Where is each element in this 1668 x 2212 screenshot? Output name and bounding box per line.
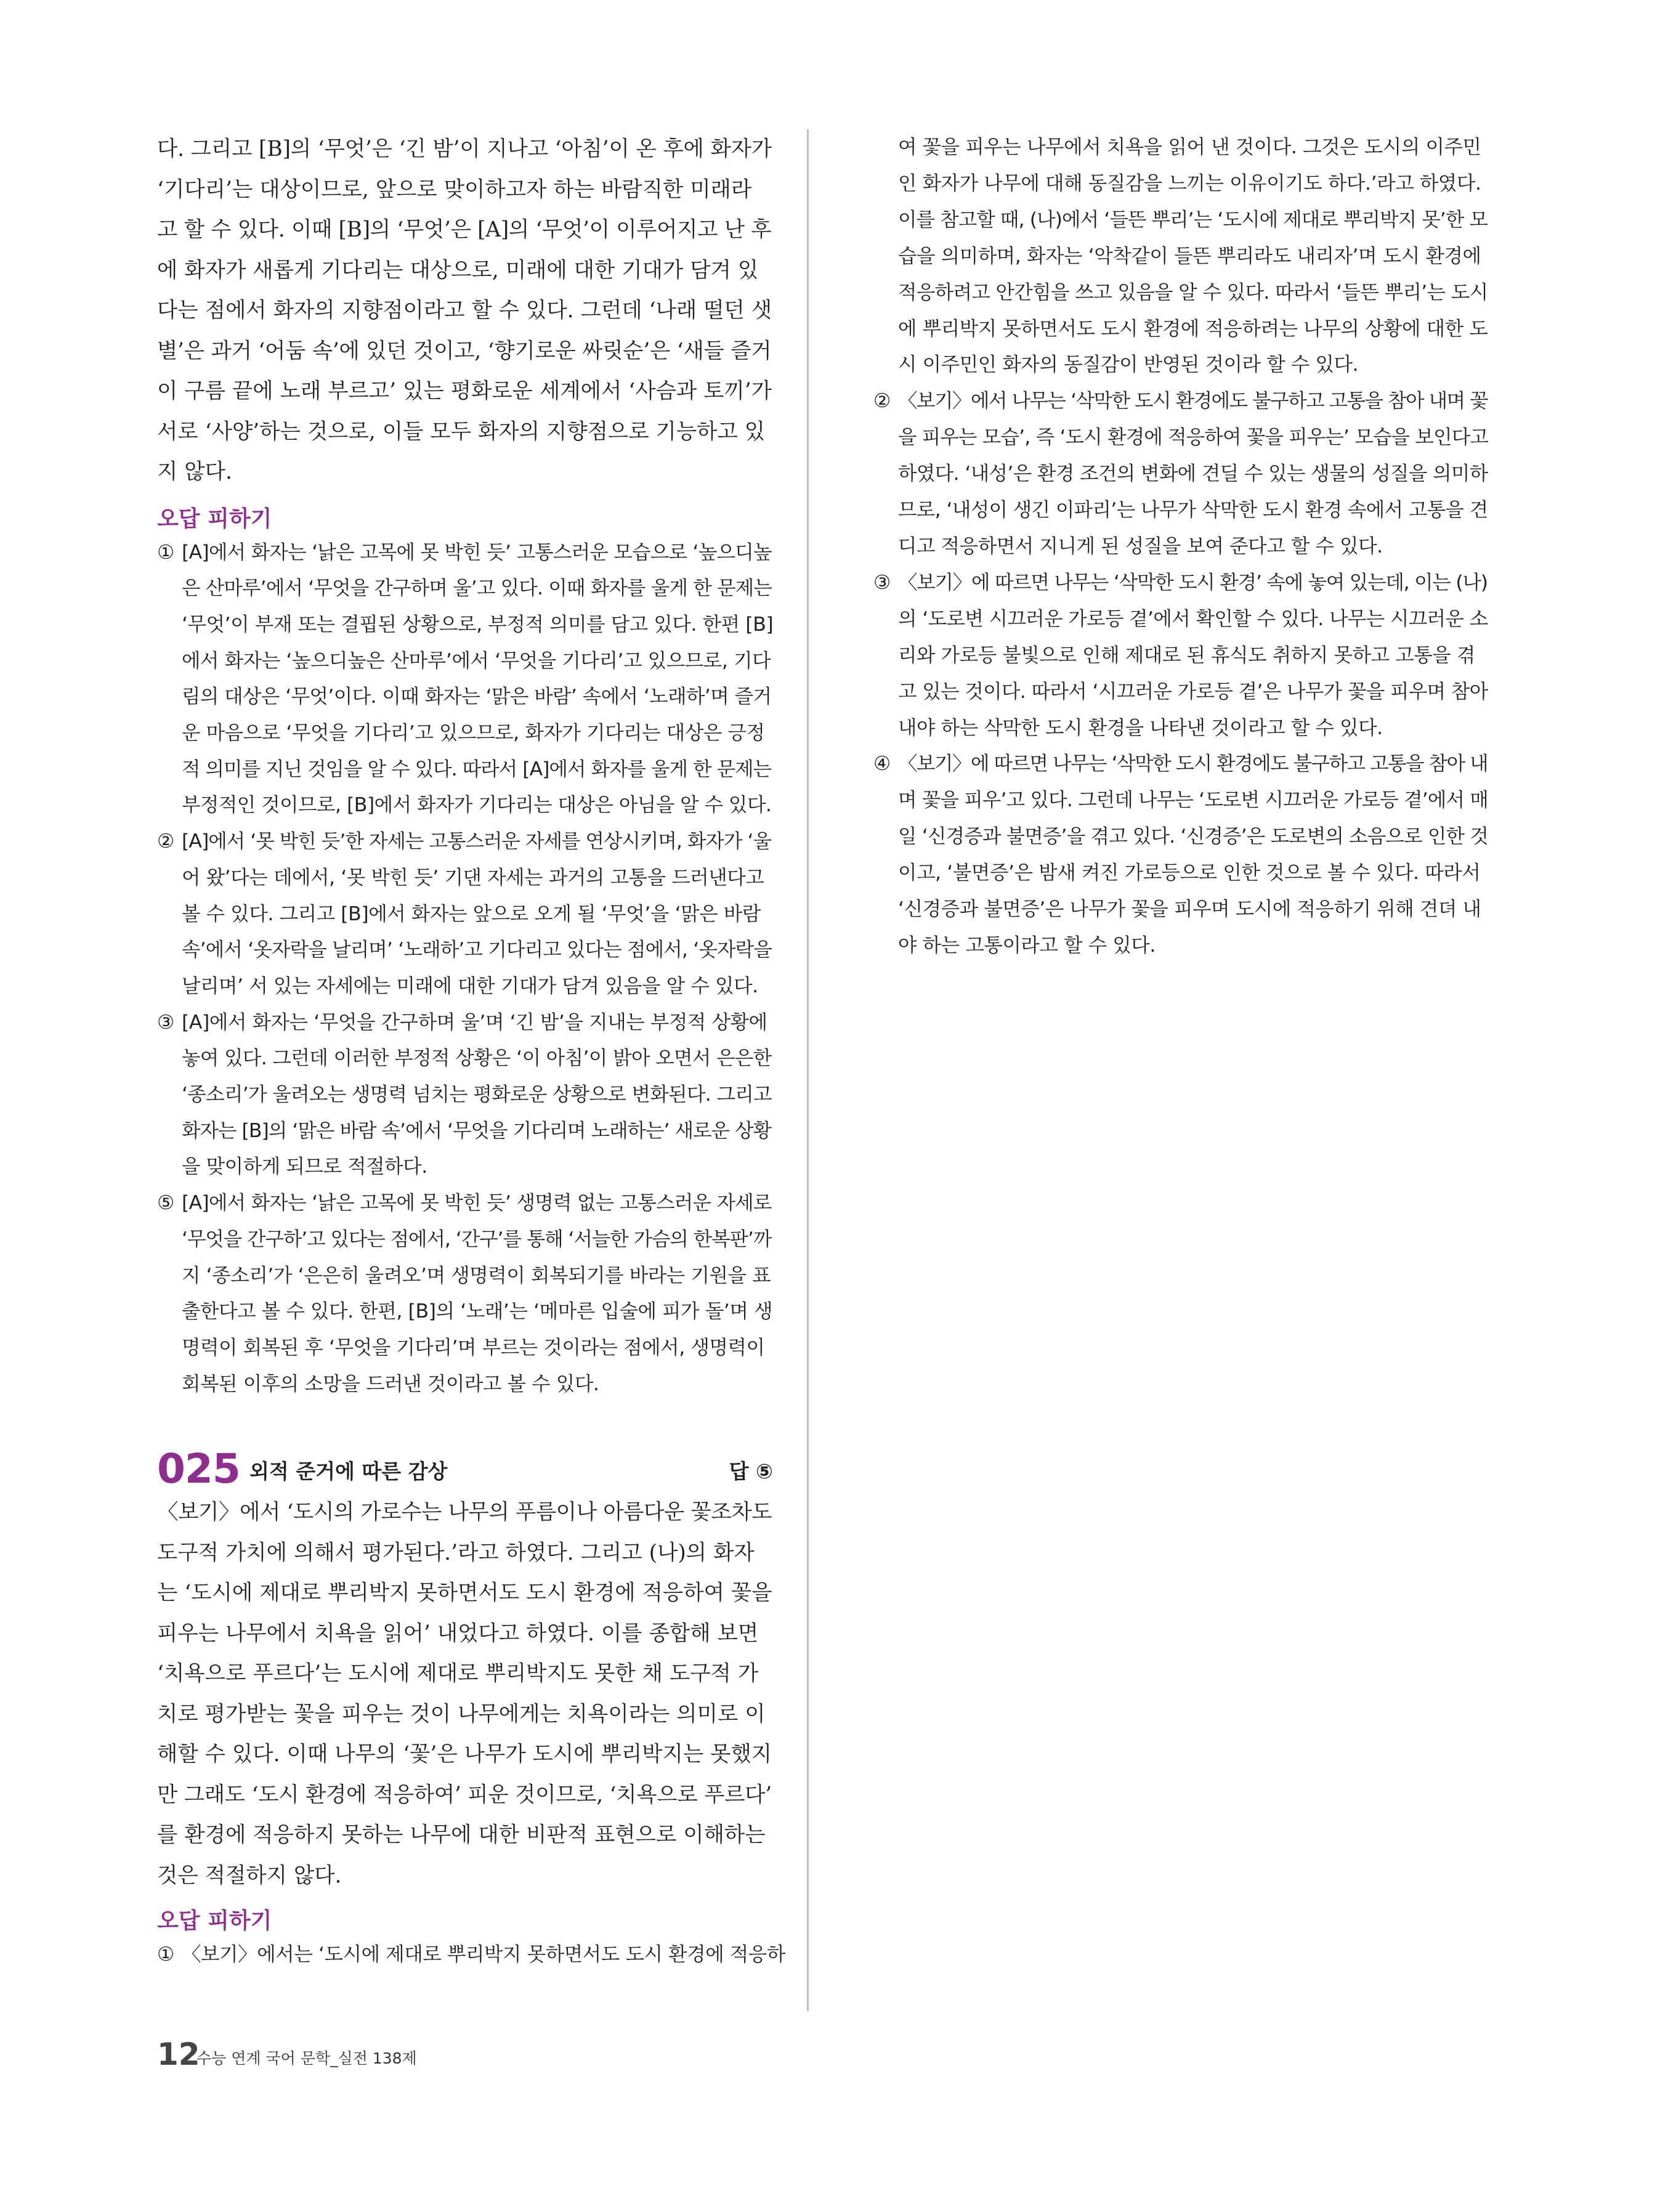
- item-line: 리와 가로등 불빛으로 인해 제대로 된 휴식도 취하지 못하고 고통을 겪: [898, 644, 1475, 666]
- text-line: 적응하려고 안간힘을 쓰고 있음을 알 수 있다. 따라서 ‘들뜬 뿌리’는 도시: [898, 281, 1488, 304]
- item-line: 운 마음으로 ‘무엇을 기다리’고 있으므로, 화자가 기다리는 대상은 긍정: [182, 722, 765, 745]
- wrong-answer-list-continued: [873, 383, 1489, 964]
- list-item: [157, 1937, 785, 1973]
- item-line: 〈보기〉에서는 ‘도시에 제대로 뿌리박지 못하면서도 도시 환경에 적응하: [182, 1943, 785, 1966]
- item-line: 놓여 있다. 그런데 이러한 부정적 상황은 ‘이 아침’이 밝아 오면서 은은한: [182, 1047, 772, 1070]
- item-line: 림의 대상은 ‘무엇’이다. 이때 화자는 ‘맑은 바람’ 속에서 ‘노래하’며 즐거: [182, 686, 772, 708]
- text-line: 다. 그리고 [B]의 ‘무엇’은 ‘긴 밤’이 지나고 ‘아침’이 온 후에 화자가: [157, 137, 772, 161]
- text-line: 시 이주민인 화자의 동질감이 반영된 것이라 할 수 있다.: [898, 354, 1359, 376]
- item-line: 어 왔’다는 데에서, ‘못 박힌 듯’ 기댄 자세는 과거의 고통을 드러낸다고: [182, 866, 764, 889]
- item-line: 〈보기〉에 따르면 나무는 ‘삭막한 도시 환경’ 속에 놓여 있는데, 이는 (나): [898, 571, 1488, 594]
- wrong-answer-heading: 오답 피하기: [157, 506, 272, 532]
- item-line: 하였다. ‘내성’은 환경 조건의 변화에 견딜 수 있는 생물의 성질을 의미하: [898, 463, 1488, 485]
- question-header: [157, 1445, 773, 1493]
- text-line: 다는 점에서 화자의 지향점이라고 할 수 있다. 그런데 ‘나래 떨던 샛: [157, 298, 772, 323]
- text-line: 에 화자가 새롭게 기다리는 대상으로, 미래에 대한 기대가 담겨 있: [157, 257, 759, 283]
- question-title: 외적 준거에 따른 감상: [249, 1459, 448, 1484]
- list-item: [157, 1005, 773, 1186]
- text-line: ‘기다리’는 대상이므로, 앞으로 맞이하고자 하는 바람직한 미래라: [157, 177, 752, 202]
- item-line: 의 ‘도로변 시끄러운 가로등 곁’에서 확인할 수 있다. 나무는 시끄러운 소: [898, 607, 1488, 630]
- item-line: [A]에서 화자는 ‘낡은 고목에 못 박힌 듯’ 고통스러운 모습으로 ‘높으디높: [182, 541, 772, 564]
- item-line: 이고, ‘불면증’은 밤새 켜진 가로등으로 인한 것으로 볼 수 있다. 따라서: [898, 862, 1481, 885]
- wrong-answer-list: [157, 535, 773, 1403]
- item-line: 화자는 [B]의 ‘맑은 바람 속’에서 ‘무엇을 기다리며 노래하는’ 새로운 상황: [182, 1119, 772, 1142]
- list-item: [157, 535, 773, 824]
- item-line: 〈보기〉에서 나무는 ‘삭막한 도시 환경에도 불구하고 고통을 참아 내며 꽃: [898, 390, 1488, 413]
- text-line: ‘치욕으로 푸르다’는 도시에 제대로 뿌리박지도 못한 채 도구적 가: [157, 1661, 759, 1687]
- text-line: 고 할 수 있다. 이때 [B]의 ‘무엇’은 [A]의 ‘무엇’이 이루어지고 난 후: [157, 217, 772, 242]
- item-number: ④: [873, 753, 891, 776]
- text-line: 〈보기〉에서 ‘도시의 가로수는 나무의 푸름이나 아름다운 꽃조차도: [157, 1500, 772, 1525]
- item-line: ‘종소리’가 울려오는 생명력 넘치는 평화로운 상황으로 변화된다. 그리고: [182, 1084, 772, 1106]
- item-line: 야 하는 고통이라고 할 수 있다.: [898, 934, 1156, 957]
- page-number: 12: [157, 2036, 200, 2072]
- item-number: ②: [157, 830, 174, 853]
- item-line: 날리며’ 서 있는 자세에는 미래에 대한 기대가 담겨 있음을 알 수 있다.: [182, 974, 758, 997]
- item-line: 회복된 이후의 소망을 드러낸 것이라고 볼 수 있다.: [182, 1372, 599, 1395]
- text-line: 는 ‘도시에 제대로 뿌리박지 못하면서도 도시 환경에 적응하여 꽃을: [157, 1581, 772, 1606]
- item-line: 일 ‘신경증과 불면증’을 겪고 있다. ‘신경증’은 도로변의 소음으로 인한 것: [898, 825, 1488, 848]
- item-line: [A]에서 화자는 ‘낡은 고목에 못 박힌 듯’ 생명력 없는 고통스러운 자세로: [182, 1192, 772, 1215]
- item-line: 속’에서 ‘옷자락을 날리며’ ‘노래하’고 기다리고 있다는 점에서, ‘옷자락을: [182, 939, 772, 962]
- item-line: 은 산마루’에서 ‘무엇을 간구하며 울’고 있다. 이때 화자를 울게 한 문제는: [182, 577, 772, 600]
- answer-label: 답 ⑤: [729, 1459, 773, 1484]
- text-line: 서로 ‘사양’하는 것으로, 이들 모두 화자의 지향점으로 기능하고 있: [157, 419, 766, 444]
- text-line: 인 화자가 나무에 대해 동질감을 느끼는 이유이기도 하다.’라고 하였다.: [898, 172, 1481, 195]
- text-line: 만 그래도 ‘도시 환경에 적응하여’ 피운 것이므로, ‘치욕으로 푸르다’: [157, 1782, 772, 1807]
- text-line: 여 꽃을 피우는 나무에서 치욕을 읽어 낸 것이다. 그것은 도시의 이주민: [898, 136, 1481, 158]
- item-number: ③: [157, 1011, 174, 1034]
- wrong-answer-heading-2: 오답 피하기: [157, 1908, 272, 1934]
- item-line: ‘무엇’이 부재 또는 결핍된 상황으로, 부정적 의미를 담고 있다. 한편 [B]: [182, 613, 774, 636]
- text-line: 이 구름 끝에 노래 부르고’ 있는 평화로운 세계에서 ‘사슴과 토끼’가: [157, 379, 772, 403]
- text-line: 에 뿌리박지 못하면서도 도시 환경에 적응하려는 나무의 상황에 대한 도: [898, 317, 1488, 340]
- text-line: 습을 의미하며, 화자는 ‘악착같이 들뜬 뿌리라도 내리자’며 도시 환경에: [898, 245, 1481, 267]
- item-line: 부정적인 것이므로, [B]에서 화자가 기다리는 대상은 아님을 알 수 있다.: [182, 794, 772, 817]
- item-line: 디고 적응하면서 지니게 된 성질을 보여 준다고 할 수 있다.: [898, 535, 1383, 557]
- item-number: ⑤: [157, 1192, 174, 1215]
- item-line: [A]에서 ‘못 박힌 듯’한 자세는 고통스러운 자세를 연상시키며, 화자가 ‘울: [182, 830, 772, 853]
- text-line: 이를 참고할 때, (나)에서 ‘들뜬 뿌리’는 ‘도시에 제대로 뿌리박지 못’한 모: [898, 208, 1488, 231]
- list-item: [873, 746, 1489, 963]
- item-line: 며 꽃을 피우’고 있다. 그런데 나무는 ‘도로변 시끄러운 가로등 곁’에서 매: [898, 789, 1488, 812]
- item-number: ①: [157, 1943, 174, 1966]
- item-line: 〈보기〉에 따르면 나무는 ‘삭막한 도시 환경에도 불구하고 고통을 참아 내: [898, 753, 1488, 776]
- list-item: [157, 1185, 773, 1402]
- item-number: ①: [157, 541, 174, 564]
- wrong-answer-list-2: [157, 1937, 785, 1973]
- text-line: 피우는 나무에서 치욕을 읽어’ 내었다고 하였다. 이를 종합해 보면: [157, 1621, 759, 1646]
- item-line: 내야 하는 삭막한 도시 환경을 나타낸 것이라고 할 수 있다.: [898, 716, 1383, 739]
- list-item: [873, 383, 1489, 565]
- item-line: 명력이 회복된 후 ‘무엇을 기다리’며 부르는 것이라는 점에서, 생명력이: [182, 1336, 765, 1359]
- item-line: 을 맞이하게 되므로 적절하다.: [182, 1156, 427, 1178]
- list-item: [873, 565, 1489, 747]
- book-title: 수능 연계 국어 문학_실전 138제: [196, 2049, 417, 2067]
- column-divider: [807, 129, 809, 2011]
- explanation-continued: [157, 129, 773, 493]
- item-line: [A]에서 화자는 ‘무엇을 간구하며 울’며 ‘긴 밤’을 지내는 부정적 상황에: [182, 1011, 767, 1034]
- item-line: 출한다고 볼 수 있다. 한편, [B]의 ‘노래’는 ‘메마른 입술에 피가 돌’며 생: [182, 1300, 773, 1323]
- item-line: 므로, ‘내성이 생긴 이파리’는 나무가 삭막한 도시 환경 속에서 고통을 견: [898, 499, 1488, 522]
- text-line: 것은 적절하지 않다.: [157, 1863, 342, 1888]
- text-line: 별’은 과거 ‘어둠 속’에 있던 것이고, ‘향기로운 싸릿순’은 ‘새들 즐거: [157, 338, 772, 363]
- item-line: 볼 수 있다. 그리고 [B]에서 화자는 앞으로 오게 될 ‘무엇’을 ‘맑은 바람: [182, 902, 761, 925]
- text-line: 치로 평가받는 꽃을 피우는 것이 나무에게는 치욕이라는 의미로 이: [157, 1701, 766, 1727]
- item-line: 적 의미를 지닌 것임을 알 수 있다. 따라서 [A]에서 화자를 울게 한 문제는: [182, 758, 772, 780]
- item-line: ‘무엇을 간구하’고 있다는 점에서, ‘간구’를 통해 ‘서늘한 가슴의 한복판’까: [182, 1228, 772, 1250]
- right-column: [873, 129, 1489, 964]
- item-number: ③: [873, 571, 891, 594]
- left-column: [157, 129, 785, 1973]
- text-line: 해할 수 있다. 이때 나무의 ‘꽃’은 나무가 도시에 뿌리박지는 못했지: [157, 1742, 772, 1767]
- list-item: [157, 824, 773, 1005]
- question-number: 025: [157, 1445, 240, 1493]
- text-line: 를 환경에 적응하지 못하는 나무에 대한 비판적 표현으로 이해하는: [157, 1823, 766, 1848]
- text-line: 지 않다.: [157, 460, 232, 484]
- item-number: ②: [873, 390, 891, 413]
- item-line: 에서 화자는 ‘높으디높은 산마루’에서 ‘무엇을 기다리’고 있으므로, 기다: [182, 649, 771, 672]
- question-explanation: [157, 1493, 773, 1896]
- item-line: 고 있는 것이다. 따라서 ‘시끄러운 가로등 곁’은 나무가 꽃을 피우며 참아: [898, 680, 1488, 703]
- item-line: 지 ‘종소리’가 ‘은은히 울려오’며 생명력이 회복되기를 바라는 기원을 표: [182, 1264, 771, 1287]
- item-line: ‘신경증과 불면증’은 나무가 꽃을 피우며 도시에 적응하기 위해 견뎌 내: [898, 898, 1481, 921]
- item-line: 을 피우는 모습’, 즉 ‘도시 환경에 적응하여 꽃을 피우는’ 모습을 보인다고: [898, 426, 1488, 449]
- item-continued: [873, 129, 1489, 383]
- text-line: 도구적 가치에 의해서 평가된다.’라고 하였다. 그리고 (나)의 화자: [157, 1540, 755, 1565]
